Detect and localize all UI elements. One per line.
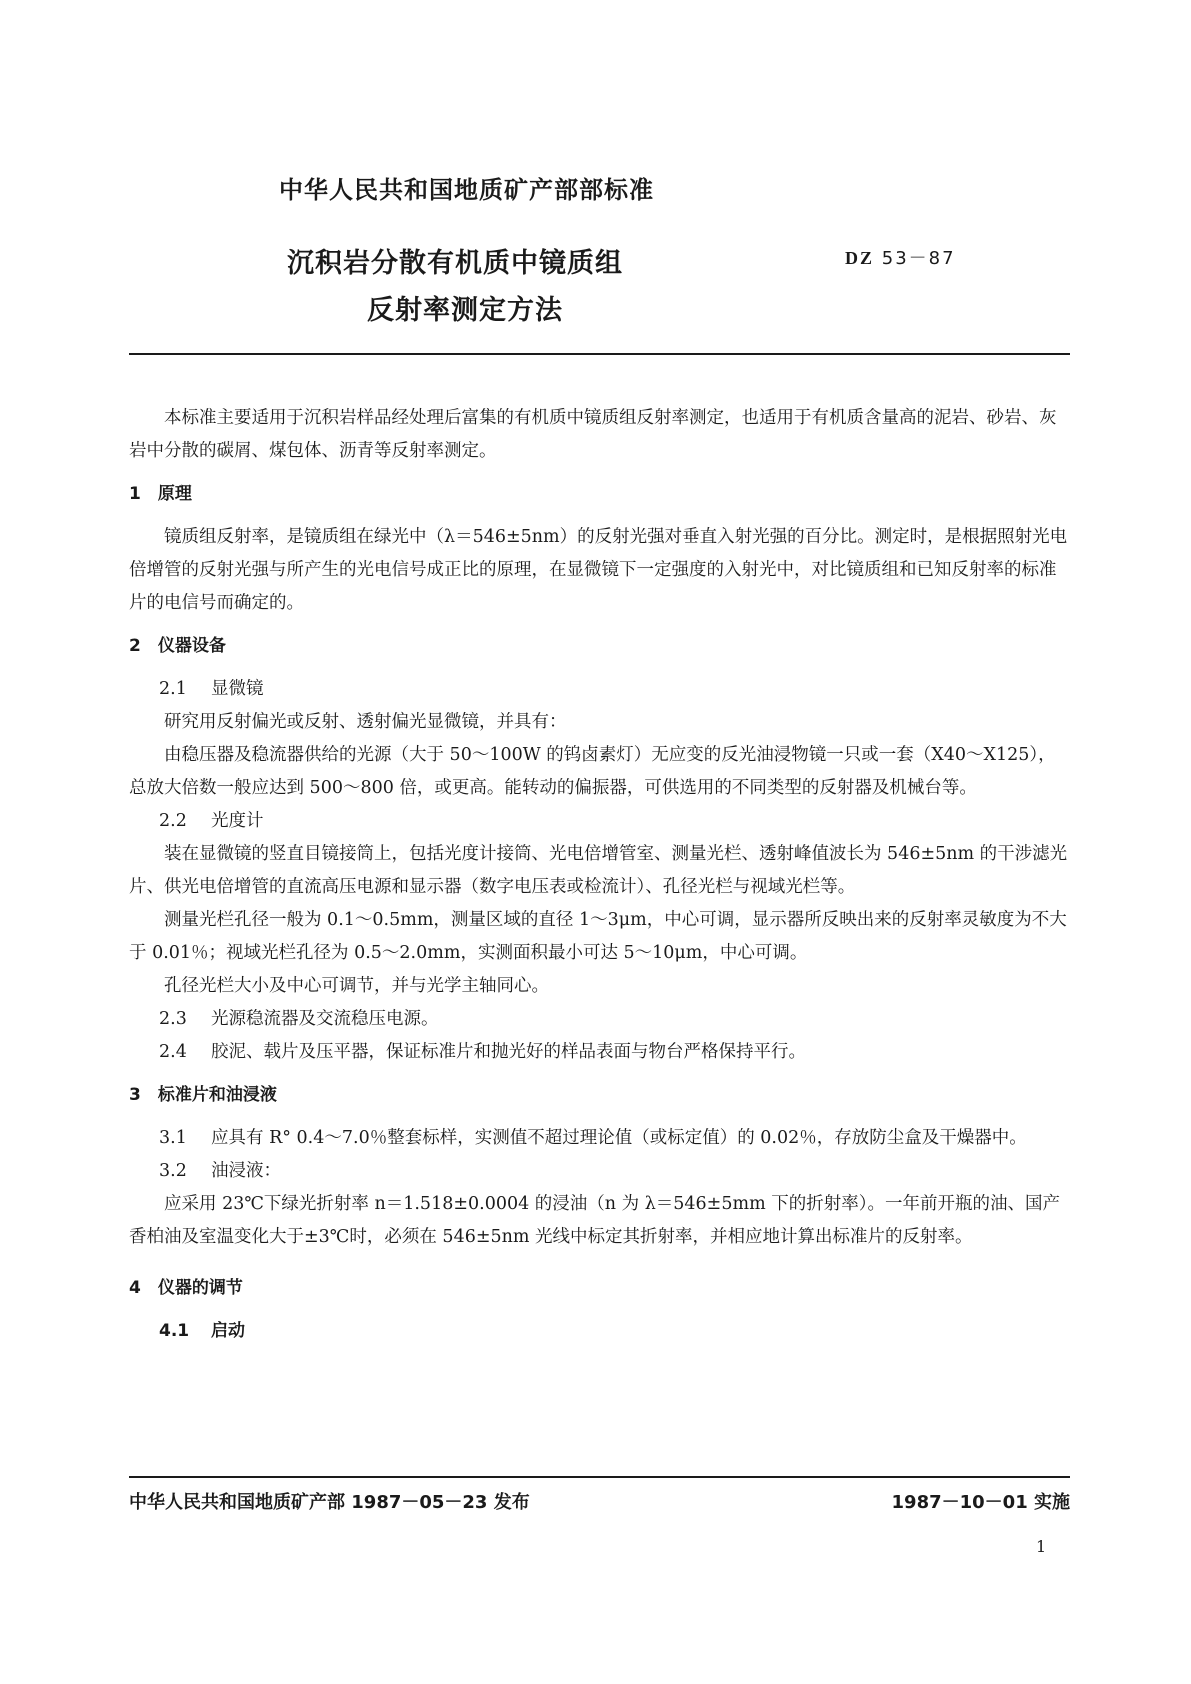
standard-code-number: 53－87: [881, 248, 956, 269]
subsection-3-2-number: 3.2: [159, 1161, 187, 1181]
subsection-2-3-number: 2.3: [159, 1009, 187, 1029]
subsection-2-1-para-2: 由稳压器及稳流器供给的光源（大于 50～100W 的钨卤素灯）无应变的反光油浸物镜一只或一套（X40～X125），总放大倍数一般应达到 500～800 倍，或更高。能转动的偏振器，可供选用的不同类型的反射器及机械台等。: [129, 745, 1056, 798]
subsection-2-3: [129, 1003, 1070, 1036]
subsection-2-2-title: 光度计: [211, 811, 264, 831]
standard-code: [845, 244, 956, 270]
subsection-4-1-number: 4.1: [159, 1321, 190, 1341]
subsection-2-1-para-1: 研究用反射偏光或反射、透射偏光显微镜，并具有：: [164, 712, 567, 732]
document-body: [129, 402, 1070, 1348]
subsection-2-4: [129, 1036, 1070, 1069]
subsection-2-2-number: 2.2: [159, 811, 187, 831]
section-3-heading: 3 标准片和油浸液: [129, 1085, 277, 1105]
intro-paragraph: 本标准主要适用于沉积岩样品经处理后富集的有机质中镜质组反射率测定，也适用于有机质含量高的泥岩、砂岩、灰岩中分散的碳屑、煤包体、沥青等反射率测定。: [129, 408, 1057, 461]
subsection-4-1: [129, 1315, 1070, 1348]
title-line-2: 反射率测定方法: [367, 295, 563, 326]
subsection-3-1-number: 3.1: [159, 1128, 187, 1148]
subsection-2-1: [129, 673, 1070, 706]
subsection-2-2-para-3: 孔径光栏大小及中心可调节，并与光学主轴同心。: [164, 976, 549, 996]
standard-code-prefix: DZ: [845, 248, 875, 268]
subsection-2-4-number: 2.4: [159, 1042, 187, 1062]
subsection-3-2-title: 油浸液：: [211, 1161, 281, 1181]
subsection-3-1-text: 应具有 R° 0.4～7.0％整套标样，实测值不超过理论值（或标定值）的 0.02％，存放防尘盒及干燥器中。: [211, 1128, 1027, 1148]
top-divider: [129, 353, 1070, 355]
section-4-heading: 4 仪器的调节: [129, 1278, 243, 1298]
title-line-1: 沉积岩分散有机质中镜质组: [287, 248, 623, 279]
bottom-divider: [129, 1476, 1070, 1478]
section-1-text: 镜质组反射率，是镜质组在绿光中（λ＝546±5nm）的反射光强对垂直入射光强的百分比。测定时，是根据照射光电倍增管的反射光强与所产生的光电信号成正比的原理，在显微镜下一定强度的入射光中，对比镜质组和已知反射率的标准片的电信号而确定的。: [129, 527, 1068, 613]
publication-date: 中华人民共和国地质矿产部 1987－05－23 发布: [129, 1492, 530, 1513]
section-1-heading: 1 原理: [129, 484, 192, 504]
subsection-2-2: [129, 805, 1070, 838]
subsection-2-2-para-1: 装在显微镜的竖直目镜接筒上，包括光度计接筒、光电倍增管室、测量光栏、透射峰值波长为 546±5nm 的干涉滤光片、供光电倍增管的直流高压电源和显示器（数字电压表或检流计）、孔径光栏与视域光栏等。: [129, 844, 1068, 897]
subsection-2-1-number: 2.1: [159, 679, 187, 699]
subsection-2-4-text: 胶泥、载片及压平器，保证标准片和抛光好的样品表面与物台严格保持平行。: [211, 1042, 806, 1062]
subsection-3-2: [129, 1155, 1070, 1188]
document-title: [287, 240, 623, 334]
section-2-heading: 2 仪器设备: [129, 636, 226, 656]
subsection-3-1: [129, 1122, 1070, 1155]
effective-date: 1987－10－01 实施: [891, 1492, 1070, 1513]
page-number: 1: [1036, 1537, 1047, 1556]
issuer-header: 中华人民共和国地质矿产部部标准: [279, 176, 654, 204]
subsection-2-1-title: 显微镜: [211, 679, 264, 699]
subsection-4-1-title: 启动: [211, 1321, 245, 1341]
subsection-2-3-text: 光源稳流器及交流稳压电源。: [211, 1009, 439, 1029]
subsection-2-2-para-2: 测量光栏孔径一般为 0.1～0.5mm，测量区域的直径 1～3μm，中心可调，显示器所反映出来的反射率灵敏度为不大于 0.01％；视域光栏孔径为 0.5～2.0mm，实测面积最小可达 5～10μm，中心可调。: [129, 910, 1067, 963]
subsection-3-2-para-1: 应采用 23℃下绿光折射率 n＝1.518±0.0004 的浸油（n 为 λ＝546±5mm 下的折射率）。一年前开瓶的油、国产香柏油及室温变化大于±3℃时，必须在 546±5nm 光线中标定其折射率，并相应地计算出标准片的反射率。: [129, 1194, 1060, 1247]
